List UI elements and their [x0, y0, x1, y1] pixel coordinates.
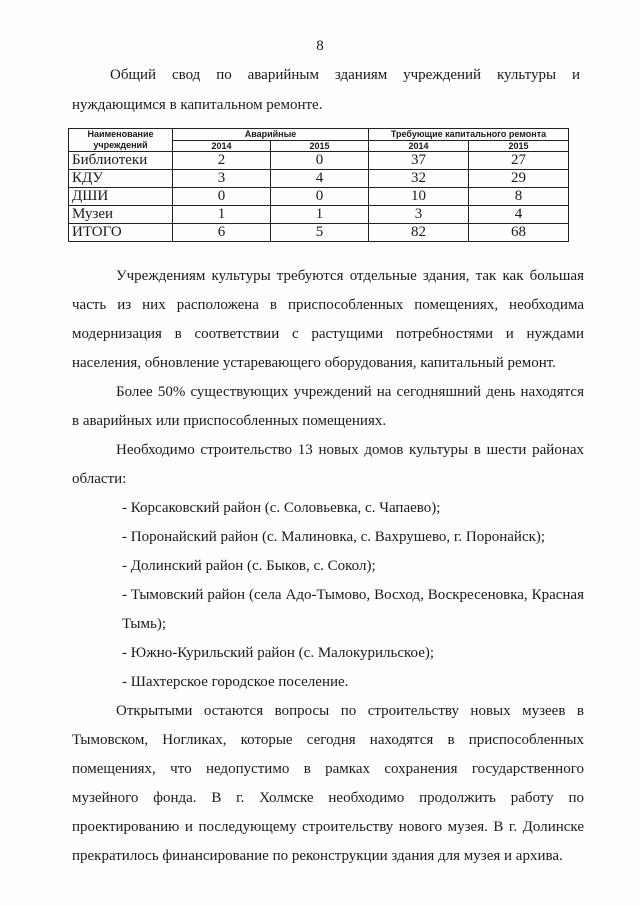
header-repair: Требующие капитального ремонта — [369, 129, 569, 141]
table-cell: 82 — [369, 224, 469, 242]
list-item: - Тымовский район (села Адо-Тымово, Восход, Воскресеновка, Красная Тымь); — [122, 587, 584, 632]
list-item: - Поронайский район (с. Малиновка, с. Вахрушево, г. Поронайск); — [122, 529, 546, 545]
table-cell: 4 — [271, 170, 369, 188]
row-name: Библиотеки — [69, 152, 173, 170]
body-text — [72, 262, 584, 871]
table-total-row — [69, 224, 569, 242]
header-name: Наименование учреждений — [69, 129, 173, 152]
list-item: - Корсаковский район (с. Соловьевка, с. Чапаево); — [122, 500, 441, 516]
row-name: ДШИ — [69, 188, 173, 206]
table-cell: 10 — [369, 188, 469, 206]
table-cell: 1 — [173, 206, 271, 224]
list-item: - Южно-Курильский район (с. Малокурильское); — [122, 645, 435, 661]
table-row — [69, 188, 569, 206]
table-cell: 0 — [271, 152, 369, 170]
header-year: 2015 — [271, 140, 369, 152]
paragraph: Более 50% существующих учреждений на сегодняшний день находятся в аварийных или приспособленных помещениях. — [72, 384, 584, 429]
header-year: 2015 — [469, 140, 569, 152]
table-cell: 27 — [469, 152, 569, 170]
table-cell: 5 — [271, 224, 369, 242]
table-cell: 0 — [271, 188, 369, 206]
table-cell: 1 — [271, 206, 369, 224]
page-number: 8 — [316, 38, 324, 54]
table-cell: 29 — [469, 170, 569, 188]
paragraph: Учреждениям культуры требуются отдельные здания, так как большая часть из них расположена в приспособленных помещениях, необходима модернизация в соответствии с растущими потребностями и нуждами населения, обновление устаревающего оборудования, капитальный ремонт. — [72, 268, 584, 371]
caption-text: Общий свод по аварийным зданиям учреждений культуры и нуждающимся в капитальном ремонте. — [72, 67, 580, 113]
table-cell: 37 — [369, 152, 469, 170]
table-row — [69, 206, 569, 224]
table-cell: 6 — [173, 224, 271, 242]
paragraph: Необходимо строительство 13 новых домов культуры в шести районах области: — [72, 442, 584, 487]
table-cell: 3 — [369, 206, 469, 224]
table-row — [69, 170, 569, 188]
header-year: 2014 — [173, 140, 271, 152]
table-cell: 0 — [173, 188, 271, 206]
table-cell: 68 — [469, 224, 569, 242]
list-item: - Долинский район (с. Быков, с. Сокол); — [122, 558, 376, 574]
header-year: 2014 — [369, 140, 469, 152]
table-cell: 2 — [173, 152, 271, 170]
row-name: КДУ — [69, 170, 173, 188]
paragraph: Открытыми остаются вопросы по строительству новых музеев в Тымовском, Ногликах, которые сегодня находятся в приспособленных помещениях, что недопустимо в рамках сохранения государственного музейного фонда. В г. Холмске необходимо продолжить работу по проектированию и последующему строительству нового музея. В г. Долинске прекратилось финансирование по реконструкции здания для музея и архива. — [72, 703, 584, 864]
header-emergency: Аварийные — [173, 129, 369, 141]
table-cell: 8 — [469, 188, 569, 206]
table-cell: 3 — [173, 170, 271, 188]
row-name: Музеи — [69, 206, 173, 224]
table-cell: 4 — [469, 206, 569, 224]
row-name: ИТОГО — [69, 224, 173, 242]
table-cell: 32 — [369, 170, 469, 188]
list-item: - Шахтерское городское поселение. — [122, 674, 349, 690]
table-row — [69, 152, 569, 170]
table-caption — [72, 60, 580, 120]
table-header-row — [69, 129, 569, 141]
summary-table — [68, 128, 569, 242]
